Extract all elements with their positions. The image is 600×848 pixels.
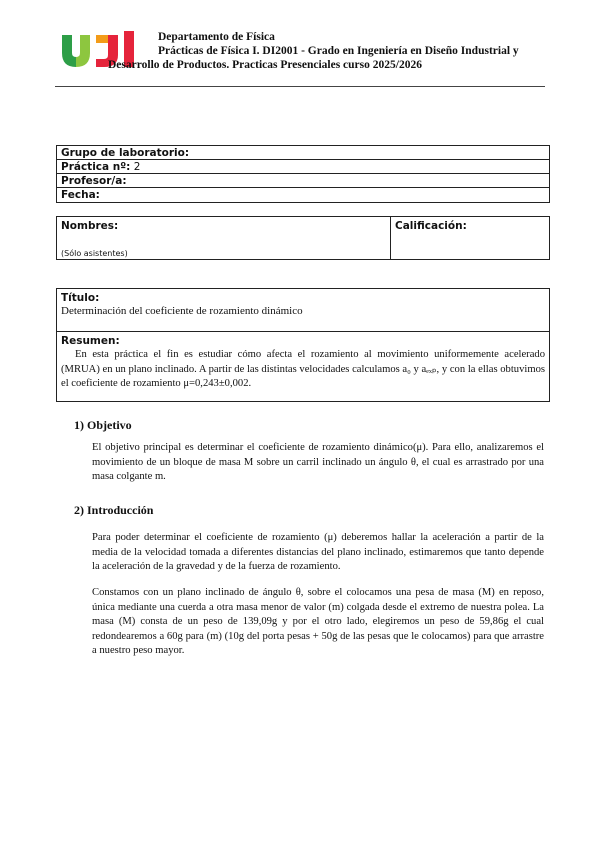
introduction-paragraph-2: Constamos con un plano inclinado de ángulo θ, sobre el colocamos una pesa de masa (M) en reposo, única mediante una cuerda a otra masa menor de valor (m) colgada desde el extremo de nuestra polea. La masa (M) consta de un peso de 139,09g y por el otro lado, elegiremos un peso de 59,86g el cual redondearemos a 60g para (m) (10g del porta pesas + 50g de las pesas que le colocamos) para que arrastre a nuestro peso mayor.	[92, 587, 544, 656]
teacher-row	[57, 174, 549, 188]
group-label: Grupo de laboratorio:	[61, 147, 190, 159]
title-value: Determinación del coeficiente de rozamiento dinámico	[61, 305, 303, 317]
teacher-label: Profesor/a:	[61, 175, 127, 187]
introduction-paragraph-1: Para poder determinar el coeficiente de rozamiento (μ) deberemos hallar la aceleración a partir de la media de la velocidad tomada a diferentes distancias del plano inclinado, estimaremos que tanto depende la aceleración de la gravedad y de la fuerza de rozamiento.	[92, 532, 544, 572]
introduction-heading: 2) Introducción	[74, 503, 154, 517]
objective-text: El objetivo principal es determinar el coeficiente de rozamiento dinámico(μ). Para ello, analizaremos el movimiento de un bloque de masa M sobre un carril inclinado un ángulo θ, el cual es arrastrado por una masa colgante m.	[92, 442, 544, 482]
names-label: Nombres:	[61, 220, 119, 232]
course-line-2: Desarrollo de Productos. Practicas Presenciales curso 2025/2026	[108, 59, 422, 71]
summary-label: Resumen:	[61, 335, 120, 347]
logo-u-bottom	[76, 35, 90, 67]
summary-box	[56, 331, 550, 402]
date-row	[57, 188, 549, 202]
date-label: Fecha:	[61, 189, 100, 201]
practice-label: Práctica nº:	[61, 161, 131, 173]
practice-value: 2	[130, 161, 141, 173]
objective-heading: 1) Objetivo	[74, 418, 132, 432]
group-row	[57, 146, 549, 160]
header-divider	[55, 86, 545, 87]
course-line: Prácticas de Física I. DI2001 - Grado en Ingeniería en Diseño Industrial y	[158, 45, 519, 57]
logo-j-top	[96, 35, 108, 43]
grade-box	[390, 216, 550, 260]
names-box	[56, 216, 391, 260]
grade-label: Calificación:	[395, 220, 467, 232]
info-table	[56, 145, 550, 203]
title-box	[56, 288, 550, 332]
practice-row	[57, 160, 549, 174]
attendees-note: (Sólo asistentes)	[61, 249, 128, 258]
title-label: Título:	[61, 292, 100, 304]
department-title: Departamento de Física	[158, 31, 275, 43]
logo-u-left	[62, 35, 76, 67]
summary-text: En esta práctica el fin es estudiar cómo afecta el rozamiento al movimiento uniformemente acelerado (MRUA) en un plano inclinado. A partir de las distintas velocidades calculamos a₀ y aₑₓₚ, y con la ellas obtuvimos el coeficiente de rozamiento μ=0,243±0,002.	[61, 349, 545, 389]
